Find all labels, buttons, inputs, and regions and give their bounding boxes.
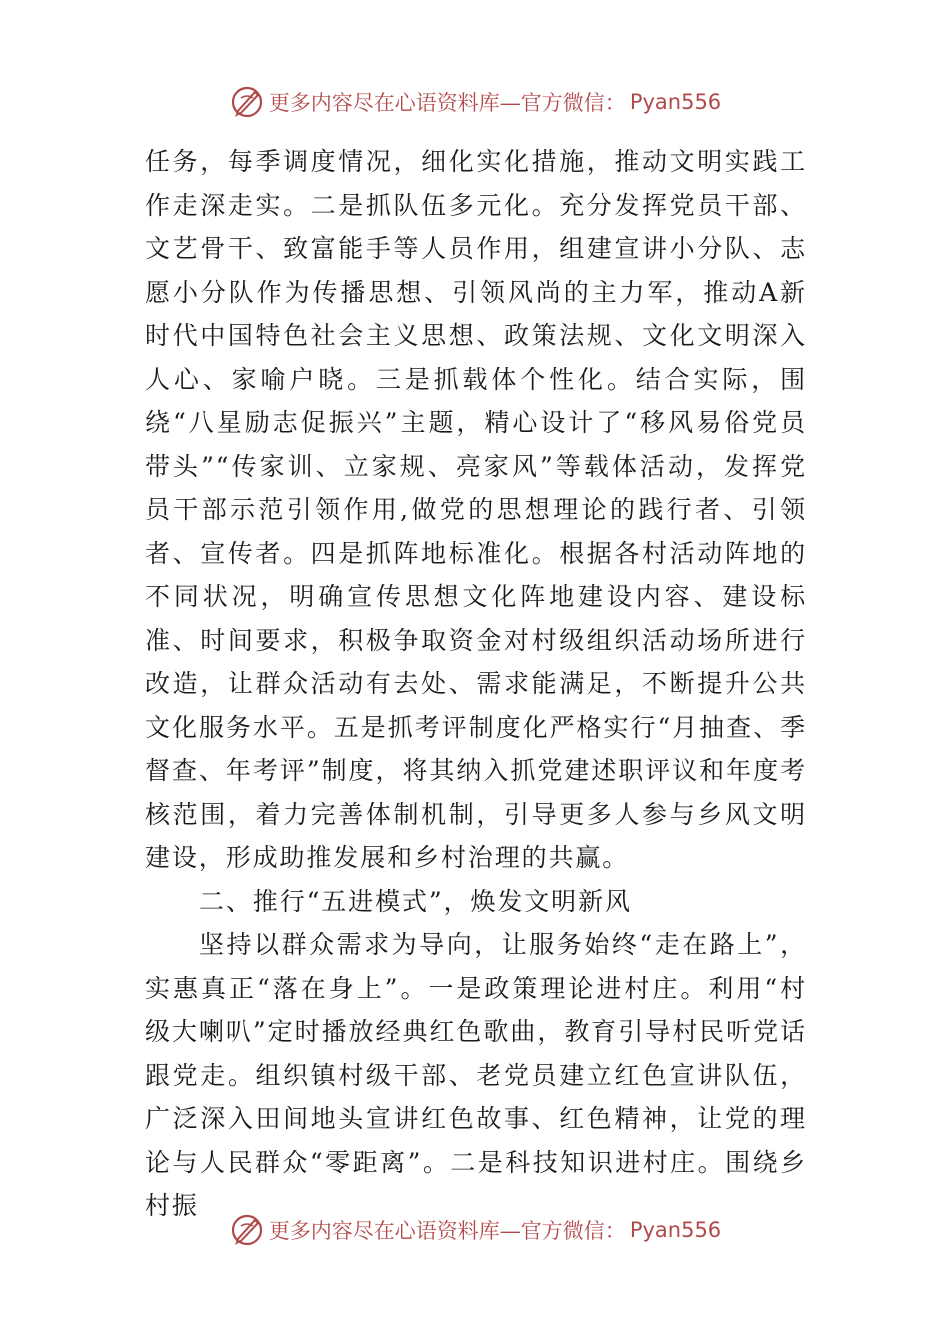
watermark-text: 更多内容尽在心语资料库—官方微信： (268, 91, 626, 115)
body-paragraph: 任务，每季调度情况，细化实化措施，推动文明实践工作走深走实。二是抓队伍多元化。充分发挥党员干部、文艺骨干、致富能手等人员作用，组建宣讲小分队、志愿小分队作为传播思想、引领风尚的主力军，推动A新时代中国特色社会主义思想、政策法规、文化文明深入人心、家喻户晓。三是抓载体个性化。结合实际，围绕“八星励志促振兴”主题，精心设计了“移风易俗党员带头”“传家训、立家规、亮家风”等载体活动，发挥党员干部示范引领作用,做党的思想理论的践行者、引领者、宣传者。四是抓阵地标准化。根据各村活动阵地的不同状况，明确宣传思想文化阵地建设内容、建设标准、时间要求，积极争取资金对村级组织活动场所进行改造，让群众活动有去处、需求能满足，不断提升公共文化服务水平。五是抓考评制度化严格实行“月抽查、季督查、年考评”制度，将其纳入抓党建述职评议和年度考核范围，着力完善体制机制，引导更多人参与乡风文明建设，形成助推发展和乡村治理的共赢。 (145, 147, 807, 872)
watermark-text: 更多内容尽在心语资料库—官方微信： (268, 1219, 626, 1243)
header-watermark (0, 82, 950, 122)
pen-logo-icon (229, 84, 265, 120)
watermark-wechat-id: Pyan556 (629, 1218, 722, 1242)
body-paragraph: 坚持以群众需求为导向，让服务始终“走在路上”，实惠真正“落在身上”。一是政策理论进村庄。利用“村级大喇叭”定时播放经典红色歌曲，教育引导村民听党话跟党走。组织镇村级干部、老党员建立红色宣讲队伍，广泛深入田间地头宣讲红色故事、红色精神，让党的理论与人民群众“零距离”。二是科技知识进村庄。围绕乡村振 (145, 930, 807, 1220)
pen-logo-icon (229, 1212, 265, 1248)
footer-watermark (0, 1210, 950, 1250)
section-heading: 二、推行“五进模式”，焕发文明新风 (199, 886, 632, 916)
document-body (145, 140, 807, 1228)
watermark-wechat-id: Pyan556 (629, 90, 722, 114)
